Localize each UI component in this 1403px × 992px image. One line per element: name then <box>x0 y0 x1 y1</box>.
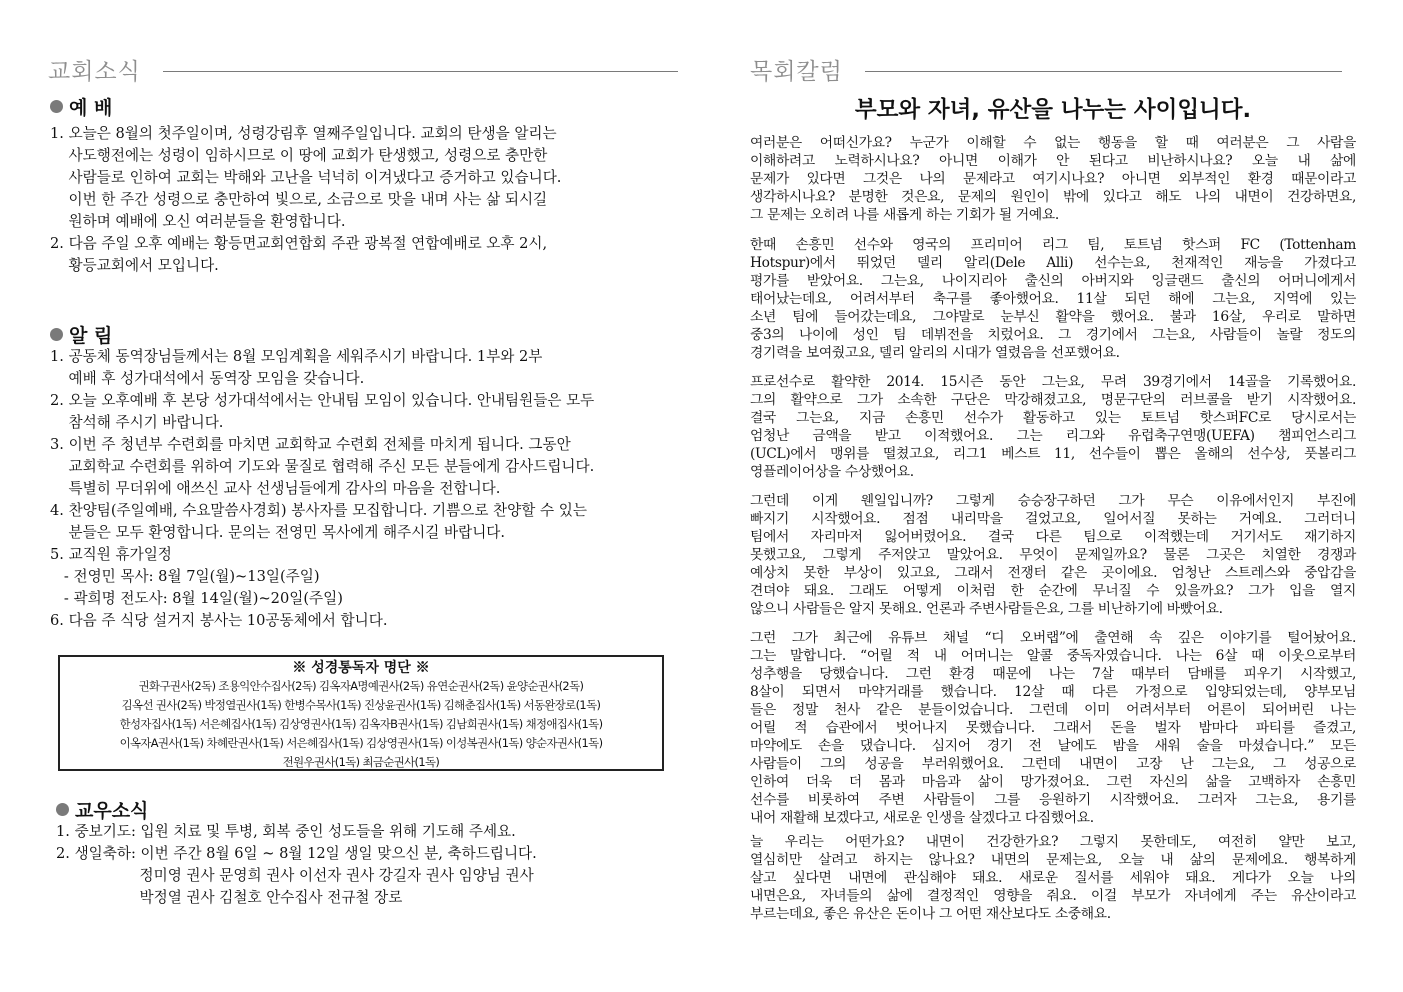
list-item: 4. 찬양팀(주일예배, 수요말씀사경회) 봉사자를 모집합니다. 기쁨으로 찬양할 수 있는 <box>50 502 587 519</box>
column-paragraph <box>750 833 1356 923</box>
paragraph-line: 팀에서 자리마저 잃어버렸어요. 결국 다른 팀으로 이적했는데 거기서도 재기하지 <box>750 529 1356 545</box>
column-paragraph <box>750 134 1356 224</box>
list-item: 2. 오늘 오후예배 후 본당 성가대석에서는 안내팀 모임이 있습니다. 안내팀원들은 모두 <box>50 392 595 409</box>
paragraph-line: 엄청난 금액을 받고 이적했어요. 그는 리그와 유럽축구연맹(UEFA) 챔피언스리그 <box>750 428 1356 444</box>
notice-heading <box>50 322 594 346</box>
column-paragraph <box>750 373 1356 481</box>
paragraph-line: 내어 재활해 보겠다고, 새로운 인생을 살겠다고 다짐했어요. <box>750 810 1094 826</box>
paragraph-line: 그의 활약으로 그가 소속한 구단은 막강해졌고요, 명문구단의 러브콜을 받기 시작했어요. <box>750 392 1356 408</box>
list-item: 정미영 권사 문영희 권사 이선자 권사 강길자 권사 임양님 권사 <box>56 867 534 884</box>
roll-line: 전원우권사(1독) 최금순권사(1독) <box>282 755 440 769</box>
pastor-column-label: 목회칼럼 <box>750 58 843 85</box>
paragraph-line: (UCL)에서 맹위를 떨쳤고요, 리그1 베스트 11, 선수들이 뽑은 올해의 선수상, 풋볼리그 <box>750 446 1356 462</box>
paragraph-line: 8살이 되면서 마약거래를 했습니다. 12살 때 다른 가정으로 입양되었는데, 양부모님 <box>750 684 1356 700</box>
worship-section <box>50 94 561 277</box>
list-item: 이번 한 주간 성령으로 충만하여 빛으로, 소금으로 맛을 내며 사는 삶 되시길 <box>50 191 548 208</box>
paragraph-line: 그 문제는 오히려 나를 새롭게 하는 기회가 될 거예요. <box>750 207 1059 223</box>
members-list <box>56 821 537 909</box>
list-item: 참석해 주시기 바랍니다. <box>50 414 224 431</box>
list-item: 사람들로 인하여 교회는 박해와 고난을 넉넉히 이겨냈다고 증거하고 있습니다. <box>50 169 562 186</box>
roll-line: 이옥자A권사(1독) 차혜란권사(1독) 서은혜집사(1독) 김상영권사(1독) 이성복권사(1독) 양순자권사(1독) <box>119 736 603 750</box>
list-item: - 곽희명 전도사: 8월 14일(월)~20일(주일) <box>50 590 343 607</box>
list-item: - 전영민 목사: 8월 7일(월)~13일(주일) <box>50 568 320 585</box>
column-title: 부모와 자녀, 유산을 나누는 사이입니다. <box>854 97 1252 123</box>
notice-title: 알 림 <box>69 324 113 347</box>
bullet-icon <box>56 803 69 816</box>
paragraph-line: 결국 그는요, 지금 손흥민 선수가 활동하고 있는 토트넘 핫스퍼FC로 당시로서는 <box>750 410 1356 426</box>
paragraph-line: 문제가 있다면 그것은 나의 문제라고 여기시나요? 아니면 외부적인 환경 때문이라고 <box>750 171 1356 187</box>
paragraph-line: 생각하시나요? 분명한 것은요, 문제의 원인이 밖에 있다고 해도 나의 내면이 건강하면요, <box>750 189 1356 205</box>
paragraph-line: 들은 정말 천사 같은 분들이었습니다. 그런데 이미 어려서부터 어른이 되어버린 나는 <box>750 702 1356 718</box>
list-item: 분들은 모두 환영합니다. 문의는 전영민 목사에게 해주시길 바랍니다. <box>50 524 506 541</box>
list-item: 6. 다음 주 식당 설거지 봉사는 10공동체에서 합니다. <box>50 612 388 629</box>
list-item: 황등교회에서 모입니다. <box>50 257 219 274</box>
notice-section <box>50 322 594 632</box>
church-news-header <box>48 52 678 86</box>
paragraph-line: 프로선수로 활약한 2014. 15시즌 동안 그는요, 무려 39경기에서 14골을 기록했어요. <box>750 374 1356 390</box>
paragraph-line: 이해하려고 노력하시나요? 아니면 이해가 안 된다고 비난하시나요? 오늘 내 삶에 <box>750 153 1356 169</box>
list-item: 예배 후 성가대석에서 동역장 모임을 갖습니다. <box>50 370 365 387</box>
paragraph-line: 살고 싶다면 내면에 관심해야 돼요. 새로운 질서를 세워야 돼요. 게다가 오늘 나의 <box>750 870 1356 886</box>
paragraph-line: 태어났는데요, 어려서부터 축구를 좋아했어요. 11살 되던 해에 그는요, 지역에 있는 <box>750 291 1356 307</box>
list-item: 사도행전에는 성령이 임하시므로 이 땅에 교회가 탄생했고, 성령으로 충만한 <box>50 147 548 164</box>
notice-list <box>50 346 594 632</box>
paragraph-line: 어릴 적 습관에서 벗어나지 못했습니다. 그래서 돈을 벌자 밤마다 파티를 즐겼고, <box>750 720 1356 736</box>
paragraph-line: Hotspur)에서 뛰었던 델리 알리(Dele Alli) 선수는요, 천재적인 재능을 가졌다고 <box>750 255 1356 271</box>
pastor-column-header <box>750 52 1342 86</box>
column-paragraph <box>750 236 1356 362</box>
paragraph-line: 여러분은 어떠신가요? 누군가 이해할 수 없는 행동을 할 때 여러분은 그 사람을 <box>750 135 1356 151</box>
header-divider <box>163 71 678 72</box>
paragraph-line: 마약에도 손을 댔습니다. 심지어 경기 전 날에도 밤을 새워 술을 마셨습니다.” 모든 <box>750 738 1356 754</box>
paragraph-line: 내면은요, 자녀들의 삶에 결정적인 영향을 줘요. 이걸 부모가 자녀에게 주는 유산이라고 <box>750 888 1356 904</box>
paragraph-line: 중3의 나이에 성인 팀 데뷔전을 치렀어요. 그 경기에서 그는요, 사람들이 놀랄 정도의 <box>750 327 1356 343</box>
church-news-title: 교회소식 <box>48 58 141 85</box>
list-item: 2. 다음 주일 오후 예배는 황등면교회연합회 주관 광복절 연합예배로 오후 2시, <box>50 235 548 252</box>
worship-title: 예 배 <box>69 96 113 119</box>
paragraph-line: 예상치 못한 부상이 있고요, 그래서 전쟁터 같은 곳이에요. 엄청난 스트레스와 중압감을 <box>750 565 1356 581</box>
roll-line: 권화구권사(2독) 조용익안수집사(2독) 김옥자A명예권사(2독) 유연순권사(2독) 윤양순권사(2독) <box>138 679 584 693</box>
paragraph-line: 사람들이 그의 성공을 부러워했어요. 그런데 내면이 고장 난 그는요, 그 성공으로 <box>750 756 1356 772</box>
members-title: 교우소식 <box>75 799 149 822</box>
paragraph-line: 영플레이어상을 수상했어요. <box>750 464 914 480</box>
members-heading <box>56 797 537 821</box>
roll-line: 김옥선 권사(2독) 박정열권사(1독) 한병수목사(1독) 진상윤권사(1독) 김해춘집사(1독) 서동완장로(1독) <box>121 698 601 712</box>
paragraph-line: 성추행을 당했습니다. 그런 환경 때문에 나는 7살 때부터 담배를 피우기 시작했고, <box>750 666 1356 682</box>
roll-line: 한성자집사(1독) 서은혜집사(1독) 김상영권사(1독) 김옥자B권사(1독) 김남희권사(1독) 채정애집사(1독) <box>119 717 603 731</box>
list-item: 5. 교직원 휴가일정 <box>50 546 172 563</box>
list-item: 박정열 권사 김철호 안수집사 전규철 장로 <box>56 889 403 906</box>
paragraph-line: 열심히만 살려고 하지는 않나요? 내면의 문제는요, 오늘 내 삶의 문제에요. 행복하게 <box>750 852 1356 868</box>
list-item: 1. 중보기도: 입원 치료 및 투병, 회복 중인 성도들을 위해 기도해 주세요. <box>56 823 516 840</box>
paragraph-line: 견뎌야 돼요. 그래도 어떻게 이처럼 한 순간에 무너질 수 있을까요? 그가 입을 열지 <box>750 583 1356 599</box>
list-item: 교회학교 수련회를 위하여 기도와 물질로 협력해 주신 모든 분들에게 감사드립니다. <box>50 458 595 475</box>
bullet-icon <box>50 328 63 341</box>
paragraph-line: 부르는데요, 좋은 유산은 돈이나 그 어떤 재산보다도 소중해요. <box>750 906 1111 922</box>
paragraph-line: 늘 우리는 어떤가요? 내면이 건강한가요? 그렇지 못한데도, 여전히 얄만 보고, <box>750 834 1356 850</box>
roll-title: ※ 성경통독자 명단 ※ <box>292 660 430 676</box>
list-item: 2. 생일축하: 이번 주간 8월 6일 ~ 8월 12일 생일 맞으신 분, 축하드립니다. <box>56 845 537 862</box>
paragraph-line: 평가를 받았어요. 그는요, 나이지리아 출신의 아버지와 잉글랜드 출신의 어머니에게서 <box>750 273 1356 289</box>
paragraph-line: 빠지기 시작했어요. 점점 내리막을 걸었고요, 일어서질 못하는 거예요. 그러더니 <box>750 511 1356 527</box>
column-paragraph <box>750 492 1356 618</box>
paragraph-line: 그런 그가 최근에 유튜브 채널 “디 오버랩”에 출연해 속 깊은 이야기를 털어놨어요. <box>750 630 1356 646</box>
list-item: 1. 공동체 동역장님들께서는 8월 모임계획을 세워주시기 바랍니다. 1부와 2부 <box>50 348 543 365</box>
list-item: 3. 이번 주 청년부 수련회를 마치면 교회학교 수련회 전체를 마치게 됩니다. 그동안 <box>50 436 571 453</box>
list-item: 원하며 예배에 오신 여러분들을 환영합니다. <box>50 213 346 230</box>
paragraph-line: 그런데 이게 웬일입니까? 그렇게 승승장구하던 그가 무슨 이유에서인지 부진에 <box>750 493 1356 509</box>
paragraph-line: 선수를 비롯하여 주변 사람들이 그를 응원하기 시작했어요. 그러자 그는요, 용기를 <box>750 792 1356 808</box>
worship-heading <box>50 94 561 118</box>
paragraph-line: 한때 손흥민 선수와 영국의 프리미어 리그 팀, 토트넘 핫스퍼 FC (Tottenham <box>750 237 1356 253</box>
header-divider <box>865 71 1342 72</box>
paragraph-line: 못했고요, 그렇게 주저앉고 말았어요. 무엇이 문제일까요? 물론 그곳은 치열한 경쟁과 <box>750 547 1356 563</box>
worship-list <box>50 123 561 277</box>
bullet-icon <box>50 100 63 113</box>
paragraph-line: 소년 팀에 들어갔는데요, 그야말로 눈부신 활약을 했어요. 불과 16살, 우리로 말하면 <box>750 309 1356 325</box>
paragraph-line: 인하여 더욱 더 몸과 마음과 삶이 망가졌어요. 그런 자신의 삶을 고백하자 손흥민 <box>750 774 1356 790</box>
paragraph-line: 않으니 사람들은 알지 못해요. 언론과 주변사람들은요, 그를 비난하기에 바빴어요. <box>750 601 1223 617</box>
bible-reading-roll <box>58 655 664 771</box>
list-item: 특별히 무더위에 애쓰신 교사 선생님들에게 감사의 마음을 전합니다. <box>50 480 501 497</box>
paragraph-line: 경기력을 보여줬고요, 델리 알리의 시대가 열렸음을 선포했어요. <box>750 345 1120 361</box>
paragraph-line: 그는 말합니다. “어릴 적 내 어머니는 알콜 중독자였습니다. 나는 6살 때 이웃으로부터 <box>750 648 1356 664</box>
list-item: 1. 오늘은 8월의 첫주일이며, 성령강림후 열째주일입니다. 교회의 탄생을 알리는 <box>50 125 557 142</box>
members-section <box>56 797 537 909</box>
column-paragraph <box>750 629 1356 827</box>
